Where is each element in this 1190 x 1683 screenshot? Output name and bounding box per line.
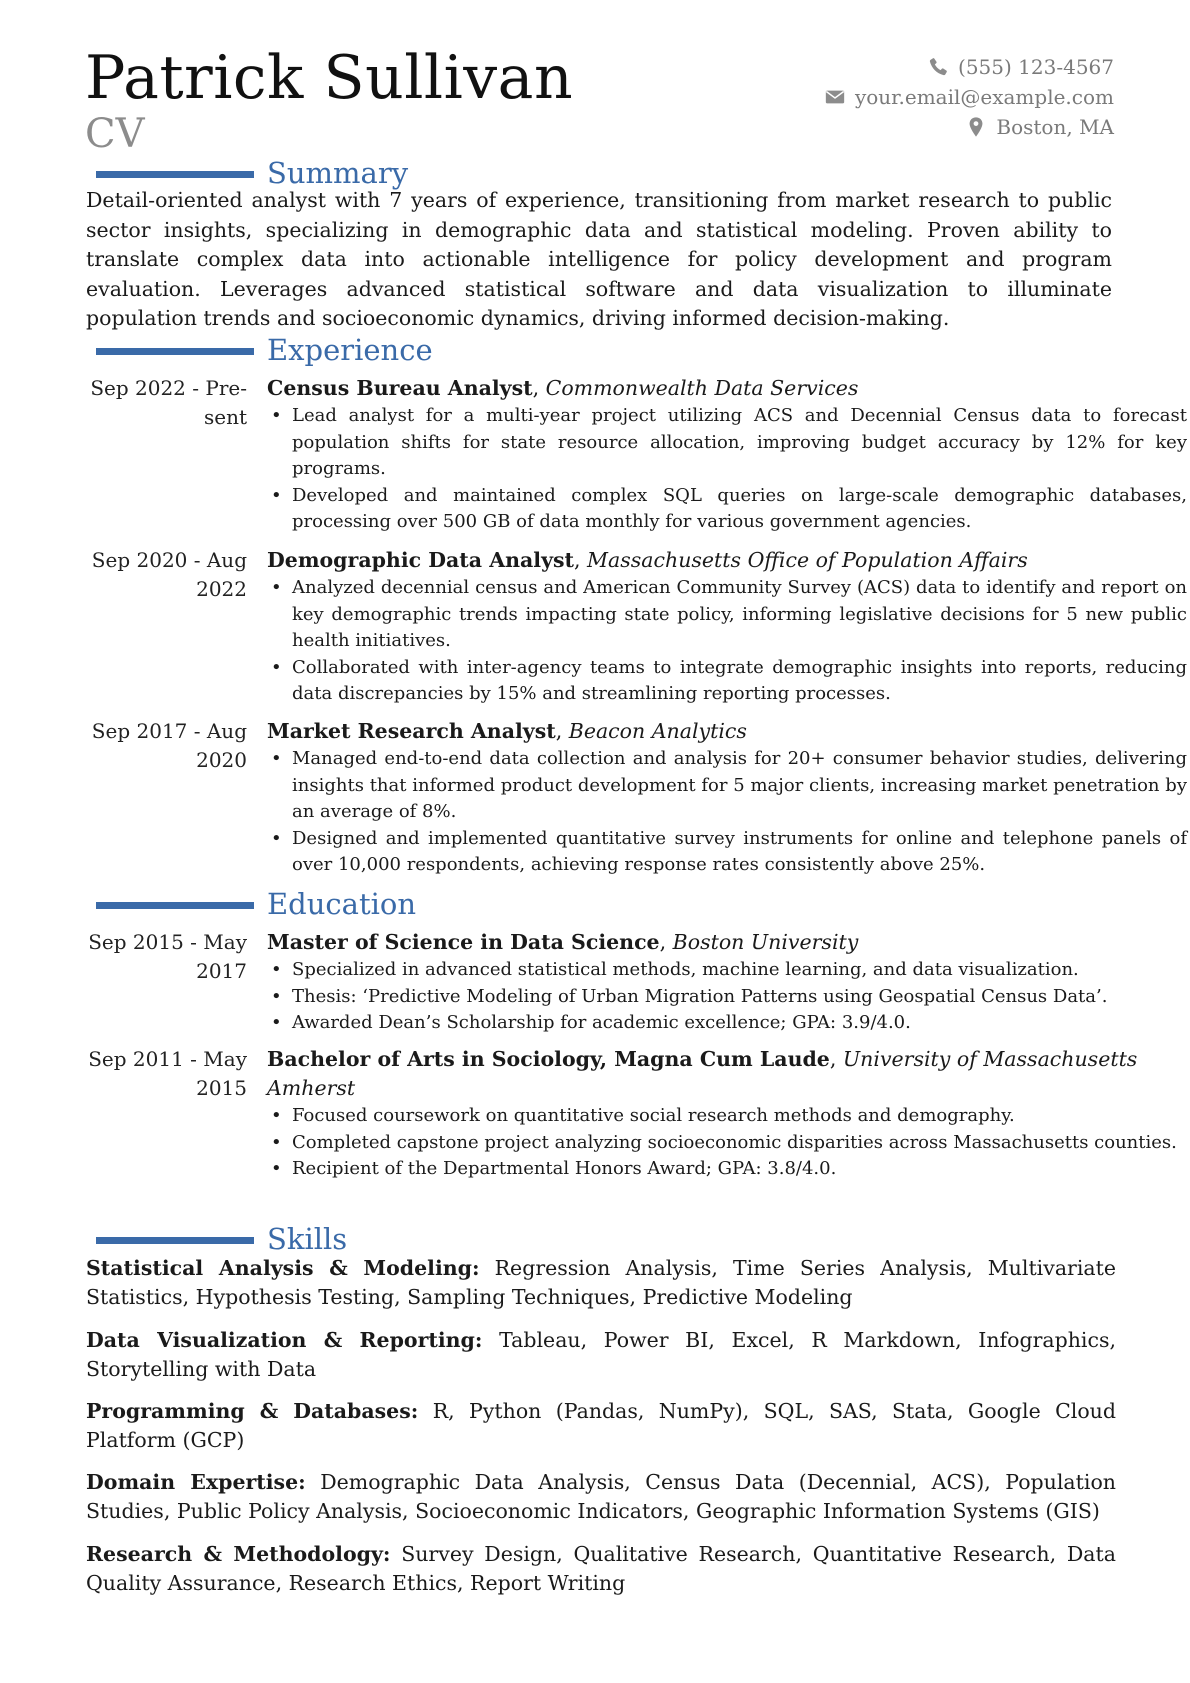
skill-category: Domain Expertise: <box>86 1470 306 1494</box>
entry-body <box>267 717 1187 879</box>
skill-values: R, Python (Pandas, NumPy), SQL, SAS, Stata, Google Cloud Platform (GCP) <box>86 1399 1116 1452</box>
bullet-list <box>267 1103 1187 1183</box>
bullet-list <box>267 957 1187 1037</box>
bullet-list <box>267 575 1187 708</box>
section-divider <box>96 1237 254 1244</box>
bullet-item: • Thesis: ‘Predictive Modeling of Urban Migration Patterns using Geospatial Census Data’. <box>267 984 1187 1011</box>
job-title: Census Bureau Analyst <box>267 376 533 400</box>
email-address[interactable]: your.email@example.com <box>854 85 1114 109</box>
employer: Beacon Analytics <box>568 719 747 743</box>
bullet-item: • Managed end-to-end data collection and analysis for 20+ consumer behavior studies, delivering insights that informed product development for 5 major clients, increasing market penetration by an average of 8%. <box>267 746 1187 826</box>
job-title: Market Research Analyst <box>267 719 556 743</box>
bullet-list <box>267 746 1187 879</box>
skill-category: Research & Methodology: <box>86 1542 391 1566</box>
entry-date: Sep 2017 - Aug 2020 <box>91 719 247 772</box>
contact-block <box>823 52 1114 142</box>
skill-values: Tableau, Power BI, Excel, R Markdown, Infographics, Storytelling with Data <box>86 1328 1116 1381</box>
degree: Bachelor of Arts in Sociology, Magna Cum Laude <box>267 1047 830 1071</box>
section-title: Experience <box>267 333 433 367</box>
skill-category: Statistical Analysis & Modeling: <box>86 1256 480 1280</box>
map-pin-icon <box>964 116 988 138</box>
bullet-item: • Specialized in advanced statistical methods, machine learning, and data visualization. <box>267 957 1187 984</box>
entry-body <box>267 928 1187 1037</box>
school: Boston University <box>672 930 859 954</box>
bullet-list <box>267 403 1187 536</box>
entry-body <box>267 374 1187 536</box>
section-title: Education <box>267 887 417 921</box>
entry-title: Bachelor of Arts in Sociology, Magna Cum Laude, University of Massachusetts Amherst <box>267 1047 1138 1100</box>
entry-date: Sep 2022 - Pre- sent <box>90 376 247 429</box>
bullet-item: • Analyzed decennial census and American Community Survey (ACS) data to identify and report on key demographic trends impacting state policy, informing legislative decisions for 5 new public health initiatives. <box>267 575 1187 655</box>
document-subtitle: CV <box>85 111 145 157</box>
skill-group <box>86 1326 1116 1384</box>
bullet-item: • Collaborated with inter-agency teams to integrate demographic insights into reports, reducing data discrepancies by 15% and streamlining reporting processes. <box>267 655 1187 708</box>
employer: Commonwealth Data Services <box>545 376 859 400</box>
bullet-item: • Recipient of the Departmental Honors Award; GPA: 3.8/4.0. <box>267 1156 1187 1183</box>
phone-icon <box>926 56 950 78</box>
summary-text: Detail-oriented analyst with 7 years of experience, transitioning from market research to public sector insights, specializing in demographic data and statistical modeling. Proven ability to translate complex data into actionable intelligence for policy development and program evaluation. Leverages advanced statistical software and data visualization to illuminate population trends and socioeconomic dynamics, driving informed decision-making. <box>86 188 1112 330</box>
section-divider <box>96 348 254 355</box>
contact-phone <box>823 52 1114 82</box>
employer: Massachusetts Office of Population Affairs <box>587 548 1028 572</box>
skill-category: Programming & Databases: <box>86 1399 419 1423</box>
job-title: Demographic Data Analyst <box>267 548 574 572</box>
entry-title: Demographic Data Analyst, Massachusetts Office of Population Affairs <box>267 548 1028 572</box>
skill-group <box>86 1397 1116 1455</box>
entry-body <box>267 546 1187 708</box>
skill-category: Data Visualization & Reporting: <box>86 1328 483 1352</box>
entry-date: Sep 2020 - Aug 2022 <box>91 548 247 601</box>
location-text: Boston, MA <box>996 115 1114 139</box>
bullet-item: • Awarded Dean’s Scholarship for academic excellence; GPA: 3.9/4.0. <box>267 1010 1187 1037</box>
skill-group <box>86 1468 1116 1526</box>
section-title: Skills <box>267 1222 348 1256</box>
skill-values: Regression Analysis, Time Series Analysis, Multivariate Statistics, Hypothesis Testing, Sampling Techniques, Predictive Modeling <box>86 1256 1116 1309</box>
entry-date: Sep 2015 - May 2017 <box>88 930 247 983</box>
bullet-item: • Designed and implemented quantitative survey instruments for online and telephone panels of over 10,000 respondents, achieving response rates consistently above 25%. <box>267 826 1187 879</box>
skill-group <box>86 1254 1116 1312</box>
degree: Master of Science in Data Science <box>267 930 660 954</box>
entry-body <box>267 1045 1187 1183</box>
bullet-item: • Focused coursework on quantitative social research methods and demography. <box>267 1103 1187 1130</box>
contact-email <box>823 82 1114 112</box>
skill-group <box>86 1540 1116 1598</box>
phone-number[interactable]: (555) 123-4567 <box>958 55 1114 79</box>
section-divider <box>96 902 254 909</box>
contact-location <box>823 112 1114 142</box>
section-title: Summary <box>267 156 409 190</box>
skill-values: Survey Design, Qualitative Research, Quantitative Research, Data Quality Assurance, Research Ethics, Report Writing <box>86 1542 1116 1595</box>
candidate-name: Patrick Sullivan <box>85 43 574 113</box>
envelope-icon <box>823 86 847 108</box>
entry-title: Market Research Analyst, Beacon Analytics <box>267 719 747 743</box>
skill-values: Demographic Data Analysis, Census Data (Decennial, ACS), Population Studies, Public Policy Analysis, Socioeconomic Indicators, Geographic Information Systems (GIS) <box>86 1470 1116 1523</box>
entry-date: Sep 2011 - May 2015 <box>88 1047 247 1100</box>
bullet-item: • Lead analyst for a multi-year project utilizing ACS and Decennial Census data to forecast population shifts for state resource allocation, improving budget accuracy by 12% for key programs. <box>267 403 1187 483</box>
school: University of Massachusetts Amherst <box>267 1047 1138 1100</box>
entry-title: Master of Science in Data Science, Boston University <box>267 930 859 954</box>
bullet-item: • Completed capstone project analyzing socioeconomic disparities across Massachusetts counties. <box>267 1130 1187 1157</box>
section-divider <box>96 171 254 178</box>
entry-title: Census Bureau Analyst, Commonwealth Data Services <box>267 376 859 400</box>
bullet-item: • Developed and maintained complex SQL queries on large-scale demographic databases, processing over 500 GB of data monthly for various government agencies. <box>267 483 1187 536</box>
